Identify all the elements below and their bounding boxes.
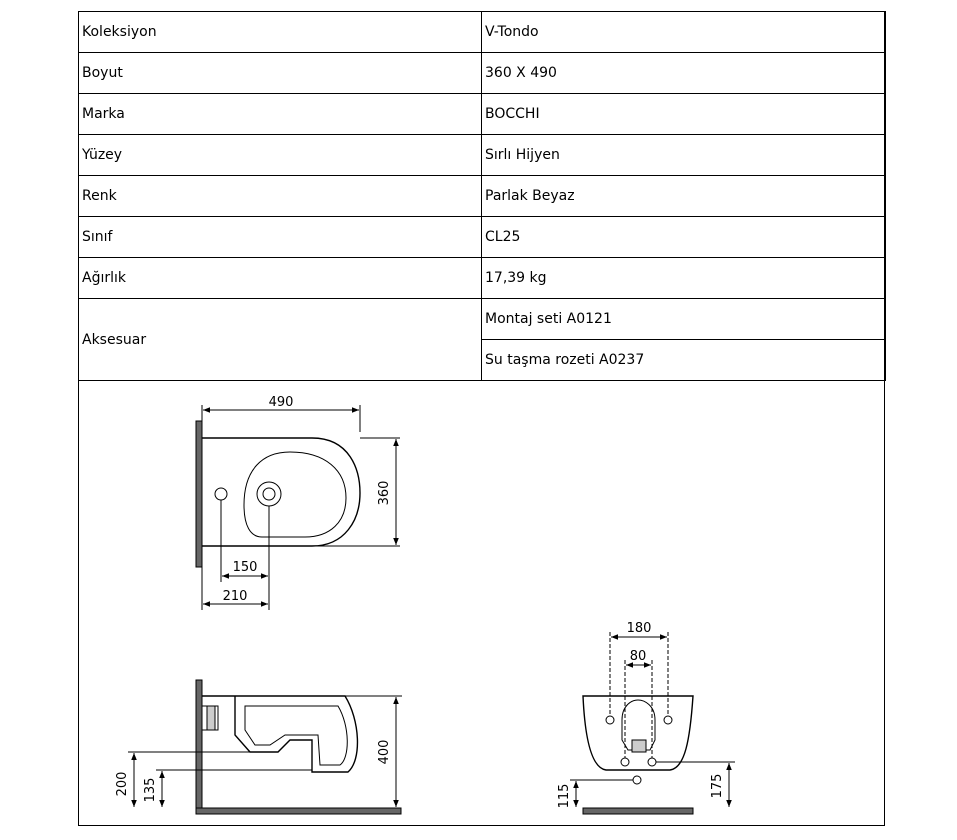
wall-hatch: [196, 680, 202, 814]
wall-hatch: [196, 421, 202, 567]
table-row: [79, 258, 886, 299]
spec-label: Koleksiyon: [79, 12, 482, 53]
spec-label: Ağırlık: [79, 258, 482, 299]
table-row: [79, 135, 886, 176]
fixing-hole-left: [606, 716, 614, 724]
dim-front-outer: 180: [626, 621, 652, 636]
table-row: [79, 12, 886, 53]
technical-drawing: [78, 390, 885, 826]
spec-value: BOCCHI: [482, 94, 886, 135]
floor-hatch: [196, 808, 401, 814]
side-view: [128, 680, 402, 814]
front-outline: [583, 696, 693, 770]
spec-label: Sınıf: [79, 217, 482, 258]
spec-value: 17,39 kg: [482, 258, 886, 299]
accessory-label: Aksesuar: [79, 299, 482, 381]
dim-top-depth: 360: [377, 480, 392, 506]
spec-value: Parlak Beyaz: [482, 176, 886, 217]
side-outline: [202, 696, 357, 772]
dim-front-left: 115: [557, 783, 572, 809]
fixing-hole-right: [664, 716, 672, 724]
table-row: [79, 217, 886, 258]
table-row: [79, 299, 886, 340]
floor-hatch: [583, 808, 693, 814]
bowl-outline: [244, 452, 346, 537]
dim-side-b: 135: [143, 777, 158, 803]
tap-hole: [257, 482, 281, 506]
table-row: [79, 94, 886, 135]
dim-front-right: 175: [710, 773, 725, 799]
inlet-hole: [633, 776, 641, 784]
tap-hole-inner: [263, 488, 275, 500]
accessory-item: Montaj seti A0121: [482, 299, 886, 340]
accessory-item: Su taşma rozeti A0237: [482, 340, 886, 381]
spec-value: Sırlı Hijyen: [482, 135, 886, 176]
spec-label: Marka: [79, 94, 482, 135]
spec-value: 360 X 490: [482, 53, 886, 94]
spec-label: Renk: [79, 176, 482, 217]
table-row: [79, 53, 886, 94]
dim-side-height: 400: [377, 739, 392, 765]
dim-top-width: 490: [268, 395, 294, 410]
dim-side-a: 200: [115, 771, 130, 797]
side-bowl: [245, 706, 347, 765]
dim-top-b: 210: [222, 589, 248, 604]
top-view: [196, 405, 400, 610]
spec-label: Yüzey: [79, 135, 482, 176]
table-row: [79, 176, 886, 217]
spec-table: [78, 11, 886, 381]
spec-value: V-Tondo: [482, 12, 886, 53]
dim-top-a: 150: [232, 560, 258, 575]
dim-front-inner: 80: [629, 649, 647, 664]
fixing-hole: [215, 488, 227, 500]
spec-label: Boyut: [79, 53, 482, 94]
spec-value: CL25: [482, 217, 886, 258]
